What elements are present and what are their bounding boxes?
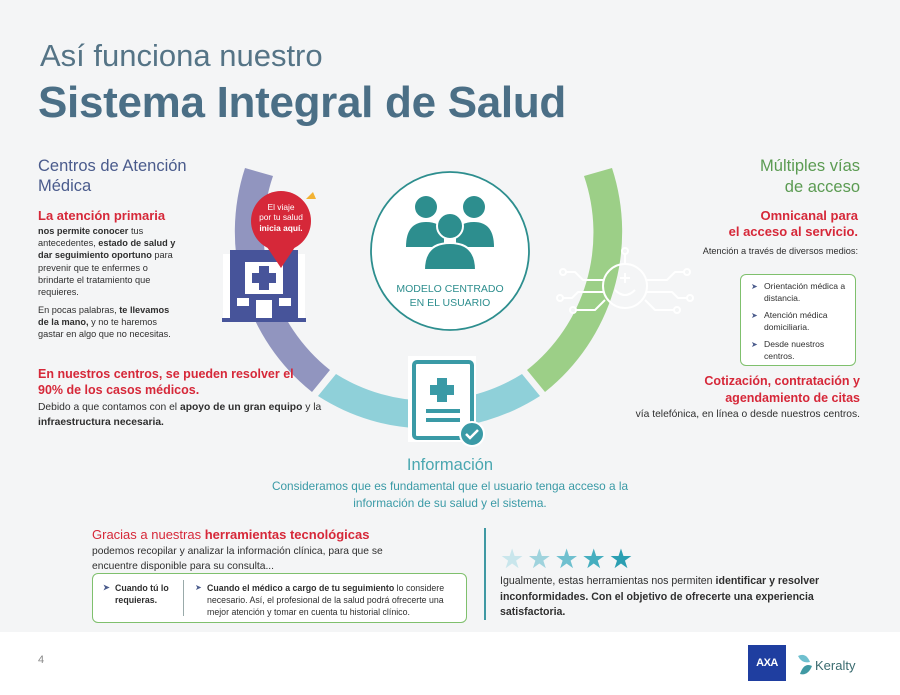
tools-item2-b: lo considere necesario. Así, el profesional de la salud podrá ofrecerte una mejor atención y tomar en cuenta tu historial clínico.	[207, 583, 445, 617]
access-channels-box	[740, 274, 856, 366]
medical-document-icon	[408, 356, 484, 446]
star-icon: ★	[527, 544, 552, 574]
ring-right-arc	[527, 168, 622, 392]
lp2-a: En pocas palabras,	[38, 305, 120, 315]
center-label-line2: EN EL USUARIO	[409, 297, 491, 309]
lp3-a: Debido a que contamos con el	[38, 402, 180, 413]
lp1-a: nos permite conocer	[38, 226, 129, 236]
left-paragraph-1	[38, 225, 178, 298]
tools-paragraph: podemos recopilar y analizar la información clínica, para que se encuentre disponible para su consulta...	[92, 546, 383, 572]
star-icon: ★	[608, 544, 634, 574]
satisfaction-paragraph	[500, 574, 820, 621]
tools-divider	[183, 580, 184, 616]
tools-box	[92, 573, 467, 623]
star-icon: ★	[554, 544, 579, 574]
journey-badge	[253, 202, 309, 233]
badge-line2: por tu salud	[259, 212, 303, 223]
tools-item-doctor	[195, 582, 461, 618]
sat-a: Igualmente, estas herramientas nos permiten	[500, 575, 716, 587]
left-section-title: Centros de Atención Médica	[38, 157, 187, 195]
lp3-b: apoyo de un gran equipo	[179, 402, 303, 413]
lp1-b: tus antecedentes,	[38, 226, 144, 249]
vertical-separator	[484, 528, 486, 620]
channel-item-centers: ➤ Desde nuestros centros.	[751, 339, 855, 362]
tools-item2-a: Cuando el médico a cargo de tu seguimiento	[207, 583, 395, 593]
info-title: Información	[406, 456, 494, 474]
lp3-c: y la	[302, 402, 322, 413]
tools-heading-a: Gracias a nuestras	[92, 527, 205, 542]
tools-heading-b: herramientas tecnológicas	[204, 527, 370, 542]
lp3-d: infraestructura necesaria.	[38, 417, 164, 428]
rc-sub-l1: Omnicanal para	[760, 208, 858, 223]
right-paragraph-1: Atención a través de diversos medios:	[702, 246, 858, 256]
channel-item-home: ➤ Atención médica domiciliaria.	[751, 310, 855, 333]
left-highlight	[38, 366, 298, 398]
rc-title-l2: de acceso	[784, 178, 860, 196]
rh-l2: agendamiento de citas	[725, 391, 860, 405]
star-icon: ★	[500, 544, 525, 574]
page-title-line2: Sistema Integral de Salud	[38, 78, 566, 127]
lh-a: En nuestros centros, se pueden resolver el	[38, 367, 294, 381]
info-paragraph: Consideramos que es fundamental que el usuario tenga acceso a la información de su salud y el sistema.	[271, 479, 629, 510]
lh-b: 90% de los casos médicos.	[38, 383, 200, 397]
left-paragraph-3	[38, 400, 328, 430]
lp1-c: estado de salud y dar seguimiento oportuno	[38, 238, 176, 261]
badge-line1: El viaje	[267, 202, 295, 212]
right-section-subtitle	[680, 208, 858, 240]
tools-item-when-needed: ➤ Cuando tú lo requieras.	[103, 582, 175, 606]
badge-line3: inicia aquí.	[259, 222, 303, 233]
right-highlight	[640, 373, 860, 407]
keralty-logo-text: Keralty	[815, 658, 856, 673]
lp2-b: te llevamos de la mano,	[38, 305, 170, 328]
page-number: 4	[38, 654, 45, 666]
channel-item-remote: ➤ Orientación médica a distancia.	[751, 281, 855, 304]
rh-l1: Cotización, contratación y	[704, 374, 860, 388]
sat-b: identificar y resolver inconformidades. Con el objetivo de ofrecerte una experiencia satisfactoria.	[500, 575, 820, 618]
center-label-line1: MODELO CENTRADO	[396, 283, 504, 295]
digital-health-icon	[557, 248, 693, 313]
lp1-d: para prevenir que te enfermes o brindarte el tratamiento que requieres.	[38, 250, 173, 298]
right-paragraph-2: vía telefónica, en línea o desde nuestros centros.	[635, 409, 860, 420]
hospital-icon	[222, 250, 306, 322]
lp2-c: y no te haremos gastar en algo que no necesitas.	[38, 317, 171, 340]
rating-stars	[500, 546, 636, 573]
right-section-title	[660, 156, 860, 198]
tools-heading	[92, 527, 369, 542]
page-title-line1: Así funciona nuestro	[40, 38, 323, 73]
star-icon: ★	[581, 544, 606, 574]
axa-logo: AXA	[748, 645, 786, 681]
left-paragraph-2	[38, 304, 178, 341]
left-section-subtitle: La atención primaria	[38, 208, 166, 223]
rc-title-l1: Múltiples vías	[760, 157, 860, 175]
rc-sub-l2: el acceso al servicio.	[728, 224, 858, 239]
user-centered-model-label	[376, 282, 524, 310]
